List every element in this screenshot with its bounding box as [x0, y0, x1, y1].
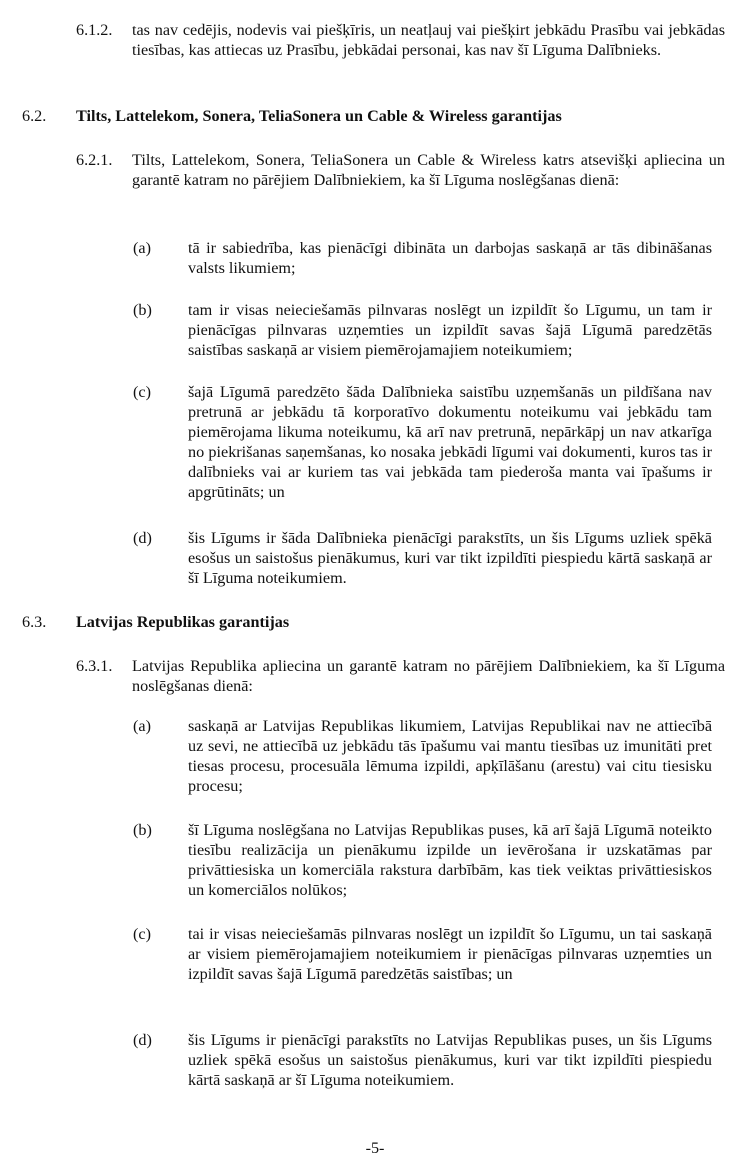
item-text: šis Līgums ir pienācīgi parakstīts no Latvijas Republikas puses, un šis Līgums uzliek spēkā esošus un saistošus pienākumus, kuri var tikt izpildīti piespiedu kārtā saskaņā ar šī Līguma noteikumiem. [188, 1031, 712, 1089]
clause-number: 6.1.2. [76, 21, 113, 39]
clause-text: tas nav cedējis, nodevis vai piešķīris, un neatļauj vai piešķirt jebkādu Prasību vai jebkādas tiesības, kas attiecas uz Prasību, jebkādai personai, kas nav šī Līguma Dalībnieks. [132, 21, 725, 59]
item-text: šī Līguma noslēgšana no Latvijas Republikas puses, kā arī šajā Līgumā noteikto tiesību realizācija un pienākumu izpilde un ievērošana ir uzskatāmas par privāttiesiska un komerciāla rakstura darbībām, kas tiek veiktas privāttiesiskos un komerciālos nolūkos; [188, 821, 712, 899]
item-label: (d) [133, 529, 152, 547]
clause-number: 6.2.1. [76, 151, 113, 169]
clause-number: 6.3.1. [76, 657, 113, 675]
item-label: (b) [133, 821, 152, 839]
item-text: tam ir visas neieciešamās pilnvaras noslēgt un izpildīt šo Līgumu, un tam ir pienācīgas pilnvaras uzņemties un izpildīt savas šajā Līgumā paredzētās saistības saskaņā ar visiem piemērojamajiem noteikumiem; [188, 301, 712, 359]
item-text: saskaņā ar Latvijas Republikas likumiem, Latvijas Republikai nav ne attiecībā uz sevi, ne attiecībā uz jebkādu tās īpašumu vai mantu tiesības uz imunitāti pret tiesas procesu, procesuāla lēmuma izpildi, apķīlāšanu (arestu) vai citu tiesisku procesu; [188, 717, 712, 795]
section-title: Tilts, Lattelekom, Sonera, TeliaSonera un Cable & Wireless garantijas [76, 107, 562, 125]
item-label: (b) [133, 301, 152, 319]
clause-text: Latvijas Republika apliecina un garantē katram no pārējiem Dalībniekiem, ka šī Līguma noslēgšanas dienā: [132, 657, 725, 695]
page-number: -5- [365, 1139, 385, 1157]
item-label: (d) [133, 1031, 152, 1049]
section-number: 6.3. [22, 613, 47, 631]
item-label: (c) [133, 925, 151, 943]
item-label: (a) [133, 239, 151, 257]
section-number: 6.2. [22, 107, 47, 125]
item-text: šis Līgums ir šāda Dalībnieka pienācīgi parakstīts, un šis Līgums uzliek spēkā esošus un saistošus pienākumus, kuri var tikt izpildīti piespiedu kārtā saskaņā ar šī Līguma noteikumiem. [188, 529, 712, 587]
item-text: tai ir visas neieciešamās pilnvaras noslēgt un izpildīt šo Līgumu, un tai saskaņā ar visiem piemērojamajiem noteikumiem ir pienācīgas pilnvaras uzņemties un izpildīt savas šajā Līgumā paredzētās saistības; un [188, 925, 712, 983]
item-text: šajā Līgumā paredzēto šāda Dalībnieka saistību uzņemšanās un pildīšana nav pretrunā ar jebkādu tā korporatīvo dokumentu noteikumu vai jebkādu tam piemērojama likuma noteikumu, kā arī nav pretrunā, nepārkāpj un nav atkarīga no piekrišanas saņemšanas, ko nosaka jebkādi līgumi vai dokumenti, kuros tas ir dalībnieks vai ar kuriem tas vai jebkāda tam piederoša manta vai īpašums ir apgrūtināts; un [188, 383, 712, 501]
item-label: (a) [133, 717, 151, 735]
section-title: Latvijas Republikas garantijas [76, 613, 290, 631]
item-label: (c) [133, 383, 151, 401]
clause-text: Tilts, Lattelekom, Sonera, TeliaSonera un Cable & Wireless katrs atsevišķi apliecina un garantē katram no pārējiem Dalībniekiem, ka šī Līguma noslēgšanas dienā: [132, 151, 725, 189]
item-text: tā ir sabiedrība, kas pienācīgi dibināta un darbojas saskaņā ar tās dibināšanas valsts likumiem; [188, 239, 712, 277]
